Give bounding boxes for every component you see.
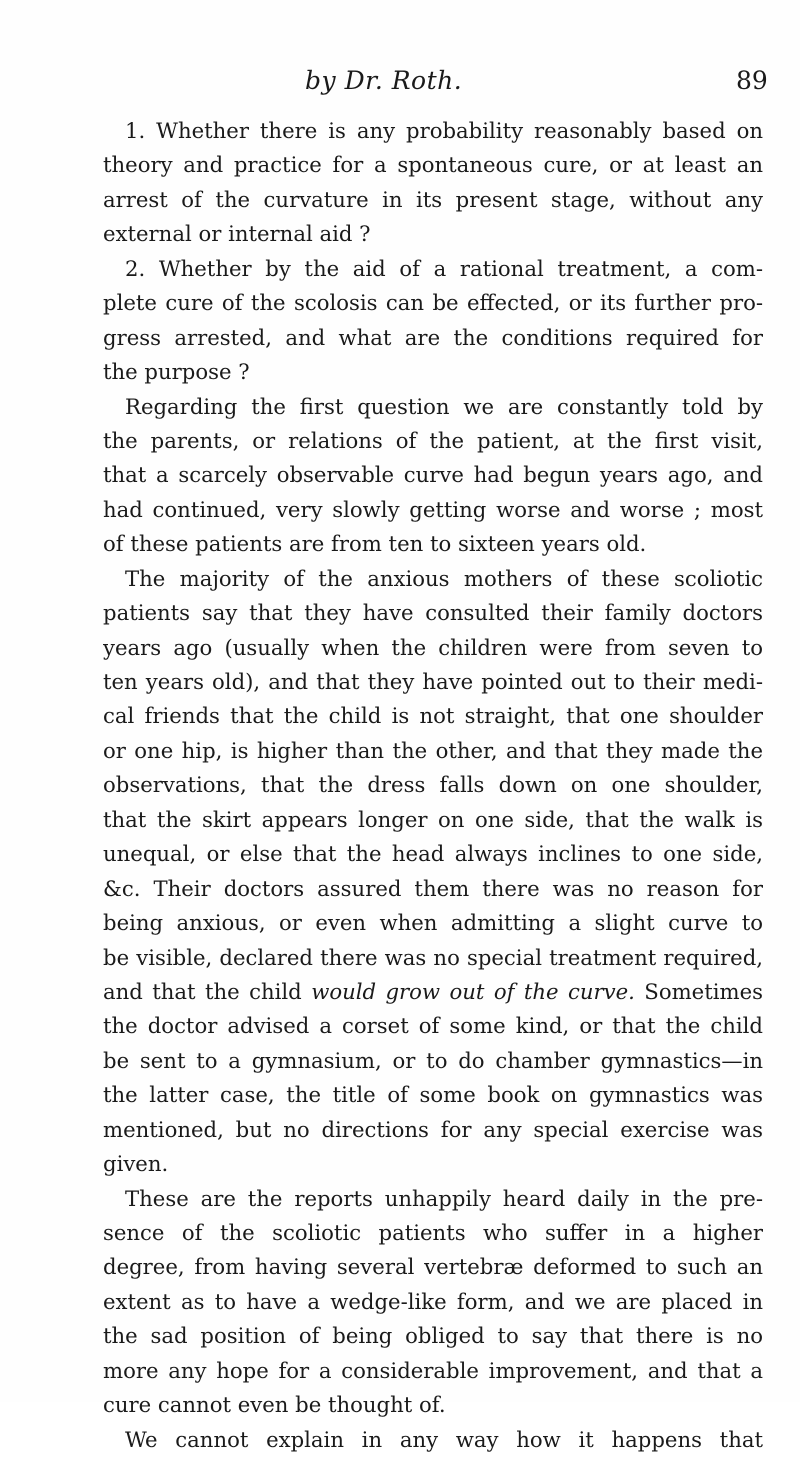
text-line: more any hope for a considerable improvement, and that a (103, 1357, 763, 1383)
text-line: observations, that the dress falls down on one shoulder, (103, 772, 763, 798)
text-line: We cannot explain in any way how it happens that (125, 1426, 763, 1452)
text-line: 2. Whether by the aid of a rational treatment, a com- (125, 255, 763, 281)
text-line: theory and practice for a spontaneous cure, or at least an (103, 152, 763, 178)
text-line: ten years old), and that they have pointed out to their medi- (103, 669, 763, 694)
text-line: the parents, or relations of the patient, at the first visit, (103, 427, 763, 453)
body-text (103, 114, 763, 1457)
text-line: or one hip, is higher than the other, and that they made the (103, 737, 763, 763)
text-line: given. (103, 1151, 169, 1177)
text-line: that a scarcely observable curve had begun years ago, and (103, 462, 763, 488)
text-line: plete cure of the scolosis can be effected, or its further pro- (103, 290, 763, 316)
text-line: sence of the scoliotic patients who suffer in a higher (103, 1220, 763, 1245)
text-line: &c. Their doctors assured them there was no reason for (103, 875, 763, 901)
text-line: being anxious, or even when admitting a slight curve to (103, 910, 763, 936)
text-line: mentioned, but no directions for any special exercise was (103, 1116, 763, 1142)
text-line: cal friends that the child is not straight, that one shoulder (103, 703, 763, 729)
text-line: arrest of the curvature in its present stage, without any (103, 186, 763, 212)
page-number: 89 (736, 66, 768, 95)
text-line: that the skirt appears longer on one side, that the walk is (103, 806, 763, 832)
text-line: unequal, or else that the head always inclines to one side, (103, 841, 763, 867)
text-line: The majority of the anxious mothers of these scoliotic (125, 565, 763, 591)
text-span: and that the child (103, 978, 312, 1004)
text-line: the sad position of being obliged to say that there is no (103, 1323, 763, 1349)
text-line: gress arrested, and what are the conditions required for (103, 324, 763, 350)
text-line: the latter case, the title of some book on gymnastics was (103, 1082, 763, 1108)
text-line: patients say that they have consulted their family doctors (103, 600, 763, 626)
text-line: had continued, very slowly getting worse and worse ; most (103, 496, 763, 522)
running-head (0, 66, 800, 102)
text-line: be visible, declared there was no special treatment required, (103, 944, 763, 970)
running-title: by Dr. Roth. (305, 66, 463, 95)
text-line: be sent to a gymnasium, or to do chamber gymnastics—in (103, 1047, 763, 1073)
text-span: Sometimes (634, 978, 763, 1004)
text-line (103, 975, 763, 1009)
text-line: of these patients are from ten to sixteen years old. (103, 531, 647, 557)
text-line: the purpose ? (103, 359, 250, 385)
italic-phrase: would grow out of the curve. (311, 978, 635, 1004)
text-line: extent as to have a wedge-like form, and we are placed in (103, 1288, 763, 1314)
text-line: the doctor advised a corset of some kind, or that the child (103, 1013, 763, 1039)
text-line: Regarding the first question we are constantly told by (125, 393, 763, 419)
text-line: degree, from having several vertebræ deformed to such an (103, 1254, 763, 1280)
text-line: These are the reports unhappily heard daily in the pre- (125, 1185, 763, 1211)
text-line: 1. Whether there is any probability reasonably based on (125, 118, 763, 143)
text-line: years ago (usually when the children were from seven to (103, 634, 763, 660)
text-line: cure cannot even be thought of. (103, 1392, 446, 1418)
text-line: external or internal aid ? (103, 221, 371, 247)
